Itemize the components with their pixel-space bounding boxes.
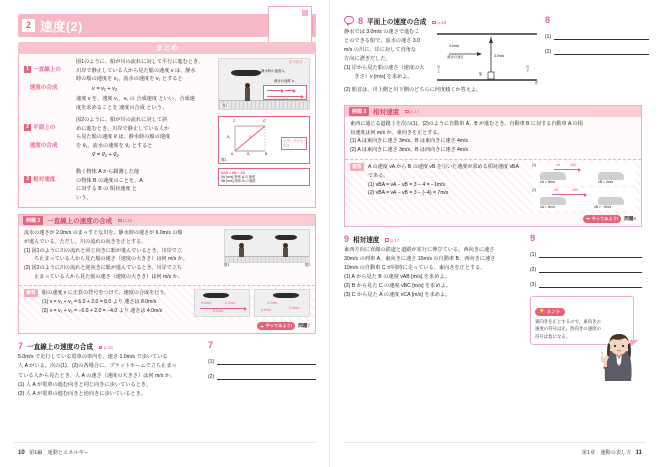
problem-7-header	[18, 341, 202, 351]
problem-8	[344, 16, 642, 95]
p8-fig-downstream: 川 下	[525, 65, 529, 73]
figure-1-image	[218, 58, 310, 110]
p8-fig-flow-label: 流水の速さ	[447, 55, 464, 59]
sum2-l2: めに進むとき、川岸で静止している人か	[76, 125, 170, 132]
problem-9-title: 相対速度	[353, 236, 380, 244]
note-vB: v⃗B [m/s] 物体 B の速度	[221, 179, 256, 184]
footer-left-page: 10	[18, 450, 25, 456]
summary-item-3-title: 相対速度	[33, 177, 56, 184]
problem-9-page-text: p.17	[390, 237, 400, 243]
example-2-try-row	[19, 321, 315, 333]
summary-figure-2	[218, 116, 310, 164]
ex3-a-l4: (2) vBA = vA − vB = 3 − (−4) = 7m/s	[368, 190, 449, 197]
sum1-t2: 度を求めることを 速度の合成 という。	[76, 104, 168, 111]
answer-key: (2)	[530, 266, 537, 273]
problem-8-body	[344, 28, 430, 86]
p8-l4: 方向に漕ぎだした。	[344, 56, 391, 63]
problem-8-page-ref[interactable]	[432, 20, 446, 25]
problem-9-body	[344, 246, 524, 301]
hint-tag	[535, 308, 565, 316]
ex2-q-l3: (1) 図1のように川の流れと同じ向きに船が進んでいるとき、川岸で立	[24, 247, 182, 254]
example-3-answer-text	[368, 163, 528, 210]
fig2-caption: 図2	[221, 158, 227, 163]
example-3-figures	[532, 163, 636, 210]
summary-item-1	[24, 58, 310, 112]
checkbox-icon[interactable]	[432, 21, 436, 25]
footer-left	[18, 449, 89, 456]
example-2-page-text: p.16	[123, 218, 133, 224]
footer-left-text: 第1編 運動とエネルギー	[29, 450, 89, 456]
example-2-answer	[19, 285, 315, 321]
p9-l1: 東西方向に直線の鉄道と道路が並行に伸びている。西向きに速さ	[344, 246, 495, 253]
problem-8-answer-number: 8	[545, 15, 551, 25]
sum1-l1: 図1のように、船が川の流れに対して平行に進むとき、	[76, 59, 204, 65]
answer-key: (2)	[545, 49, 552, 55]
try-label-text: 問題	[624, 215, 634, 221]
sum1-l3: 時の船の速度を v₁、流水の速度を v₂ とすると	[76, 76, 183, 83]
footer-right-page: 11	[635, 450, 642, 456]
observer-person	[245, 87, 250, 101]
relative-velocity-note	[218, 168, 310, 186]
answer-blank[interactable]	[539, 280, 642, 288]
p8-fig-flow-speed: 3.0m/s	[449, 44, 460, 48]
summary-item-2-title: 平面上の 速度の合成	[24, 125, 58, 150]
ex3-f1-vb: vB	[556, 162, 560, 167]
summary-item-2-text	[76, 116, 218, 164]
figure-2-image	[218, 116, 310, 164]
vector-v2-arrow	[285, 90, 295, 91]
problem-8-number: 8	[358, 16, 364, 26]
ex2-answer-figure-2	[254, 289, 310, 317]
answer-blank[interactable]	[217, 357, 316, 365]
ex3-f2-vb-label: vB = −4m/s	[594, 204, 612, 209]
example-2-tag: 例題 2	[23, 216, 43, 225]
car-shape-c	[540, 197, 566, 205]
footer-right	[582, 449, 642, 456]
ex2-f2-v1: 6.0m/s	[267, 301, 278, 306]
problem-8-answer-column	[545, 16, 649, 95]
checkbox-icon[interactable]	[405, 110, 409, 114]
sum3-l3: に対する B の 相対速度 と	[76, 186, 138, 193]
car-shape-d	[598, 197, 624, 205]
problem-7-number: 7	[18, 341, 24, 352]
ex2-fig2-caption: 図2	[304, 263, 310, 268]
sum2-l3: ら見た船の速度 v⃗ は、静水時の船の速度	[76, 134, 171, 141]
boat-shape-a	[231, 235, 253, 240]
example-2-title: 一直線上の速度の合成	[47, 218, 113, 226]
checkbox-icon[interactable]	[99, 346, 103, 350]
fig2-label-v1: v⃗₁	[247, 152, 251, 157]
sum3-l1: 動く物体 A から観測した他	[76, 169, 140, 176]
ex3-f2-arrow	[552, 194, 586, 195]
fig1-caption: 図1	[222, 103, 228, 108]
p9-l3: 10m/s の自動車 C が同時に走っている。東向きを正とする。	[344, 264, 486, 271]
footer-right-text: 第1章 運動の表し方	[581, 450, 632, 456]
p8-fig-upstream: 川 上	[437, 65, 441, 73]
problem-8-title: 平面上の速度の合成	[367, 19, 427, 26]
summary-item-3-text	[76, 168, 218, 202]
fig1-label-v2: 流水の速度 v₂	[274, 79, 295, 83]
example-2-question	[19, 226, 315, 285]
problem-8-figure	[435, 28, 539, 86]
ex3-a-l3: (1) vBA = vA − vB = 3 − 4 = −1m/s	[368, 181, 446, 188]
ex3-q-l1: 東西に通じる道路上を次の(1)、(2)のように自動車 A、B が進むとき、自動車 B に対する自動車 A の相	[350, 121, 583, 128]
problem-9	[344, 234, 642, 345]
summary-item-2-number: 2	[24, 124, 31, 131]
answer-blank[interactable]	[539, 250, 642, 258]
ex3-f2-vba: vBA	[572, 187, 579, 192]
answer-key: (2)	[208, 374, 215, 381]
example-3-title: 相対速度	[373, 109, 400, 117]
answer-line[interactable]	[530, 265, 642, 273]
ex3-q-l4: (2) A は東向きに速さ 3m/s、B は西向きに速さ 4m/s	[350, 147, 469, 154]
problem-9-answer-number: 9	[530, 232, 536, 243]
ex2-a-l3: (2) v = v₁ + v₂ = −6.0 + 2.0 = −4.0 より 速さは 4.0m/s	[42, 308, 163, 315]
ex3-f1-va-label: vA = 3m/s	[540, 179, 555, 184]
summary-item-3-number: 3	[24, 176, 31, 183]
p7-l2: 人 A がいる。次の(1)、(2)の各場合に、プラットホームで立ち止まっ	[18, 363, 177, 370]
answer-line[interactable]	[208, 357, 316, 365]
example-3-tag: 例題 3	[349, 107, 369, 116]
p9-l5: (2) B から見た C の速度 vBC [m/s] を求めよ。	[344, 283, 451, 290]
example-3-question	[345, 117, 641, 159]
sum3-l4: いう。	[76, 194, 92, 201]
ex2-q-l2: が進んでいる。ただし、川の流れの向きを正とする。	[24, 239, 147, 246]
ex2-a-l2: (1) v = v₁ + v₂ = 6.0 + 2.0 = 8.0 より 速さは 8.0m/s	[42, 299, 157, 306]
example-2-page-ref[interactable]	[118, 218, 132, 223]
speech-bubble-icon	[344, 16, 354, 24]
ex2-f1-v1: 6.0m/s	[201, 301, 212, 306]
try-number: 9	[633, 215, 636, 221]
note-formula: v⃗AB = v⃗B − v⃗A	[221, 171, 246, 176]
example-3-page-text: p.17	[410, 109, 420, 115]
ex3-q-l3: (1) A は東向きに速さ 3m/s、B は東向きに速さ 4m/s	[350, 138, 469, 145]
answer-key: (1)	[545, 34, 552, 40]
riverbank-rail-2	[225, 256, 309, 262]
boat-shape-b	[275, 235, 297, 240]
ex3-f2-case: (2)	[532, 187, 537, 192]
fig2-label-A: A	[231, 152, 234, 157]
p8-l2: とのできる船で、流水の速さ 3.0	[344, 38, 420, 45]
answer-key: (1)	[530, 251, 537, 258]
problem-7-page-text: p.16	[103, 345, 113, 351]
worked-example-3	[344, 105, 642, 227]
vector-inset	[263, 85, 307, 100]
summary-item-3-label	[24, 168, 76, 202]
p8-l3: m/s の川に、岸に対して直角な	[344, 47, 417, 54]
ex3-figure-case1	[532, 163, 636, 185]
problem-8-body-tail	[344, 86, 539, 95]
answer-line[interactable]	[545, 32, 649, 40]
ex2-q-l4: ち止まっている人から見た船の速さ（速度の大きさ）は何 m/s か。	[24, 256, 188, 263]
speaker-icon: ➡	[586, 216, 590, 222]
boat-shape	[231, 70, 261, 76]
summary-item-2	[24, 116, 310, 164]
ex3-f1-arrow	[554, 169, 580, 170]
summary-figure-1	[218, 58, 310, 112]
answer-blank[interactable]	[554, 47, 649, 55]
problem-7-page-ref[interactable]	[99, 345, 113, 350]
sum1-t1: 速度 v を、速度 v₁、v₂ の 合成速度 といい、合成速	[76, 95, 195, 102]
try-problem-label	[298, 323, 310, 329]
problem-8-page-text: p.19	[437, 20, 447, 25]
try-label-text: 問題	[298, 323, 308, 329]
fig2-label-B: B	[265, 152, 268, 157]
example-3-answer	[345, 159, 641, 214]
ex3-a-l1: A の速度 vA から B の速度 vB を引いた速度が求める相対速度 vBA	[368, 163, 519, 170]
note-vA: v⃗A [m/s] 物体 A の速度	[221, 175, 256, 180]
ex2-q-l1: 流水の速さが 2.0m/s のまっすぐな川を、静水時の速さが 6.0m/s の船	[24, 230, 183, 237]
chapter-header	[18, 14, 316, 37]
summary-item-3-note	[218, 168, 310, 202]
fig1-label-positive: 正の向き →	[289, 60, 307, 64]
ex2-f2-v2: 2.0m/s	[289, 306, 300, 311]
ex2-q-l5: (2) 図2のように川の流れと逆向きに船が進んでいるとき、川岸で立ち	[24, 265, 182, 272]
ex3-f2-va-label: vA = 3m/s	[540, 204, 555, 209]
example-2-header	[19, 215, 315, 226]
p9-l6: (3) C から見た A の速度 vCA [m/s] を求めよ。	[344, 292, 451, 299]
hint-l2: 速度の符号は正、西向きの速度の	[535, 326, 601, 332]
sum2-l1: 図2のように、船が川の流れに対して斜	[76, 117, 168, 124]
problem-7-answer-number: 7	[208, 340, 214, 351]
footer-rule	[14, 442, 316, 443]
summary-band-label: まとめ	[155, 43, 179, 52]
summary-item-3	[24, 168, 310, 202]
ex3-f1-case: (1)	[532, 162, 537, 167]
fig2-label-Cp: C′	[263, 119, 267, 124]
p8-l1: 静水では 3.0m/s の速さで進むこ	[344, 29, 420, 35]
car-shape-a	[540, 172, 566, 180]
checkbox-icon[interactable]	[118, 219, 122, 223]
answer-line[interactable]	[530, 280, 642, 288]
p8-l7: (2) 船首は、川上側と川下側のどちらに何度傾くか答えよ。	[344, 87, 482, 93]
problem-7-body	[18, 353, 202, 398]
answer-blank[interactable]	[554, 32, 649, 40]
hint-tag-label: ヒント	[546, 308, 561, 314]
sum2-l4: を v⃗₁、流水の速度を v⃗₂ とすると	[76, 142, 153, 149]
p7-l3: ている人から見たとき、人 A の速さ（速度の大きさ）は何 m/s か。	[18, 372, 176, 379]
fig2-label-v: v⃗	[249, 135, 252, 140]
p7-l4: (1) 人 A が電車の進む向きと同じ向きに歩いているとき。	[18, 381, 151, 388]
boat-shape-d	[273, 293, 299, 298]
summary-item-1-text	[76, 58, 218, 112]
problem-7	[18, 341, 316, 398]
problem-9-page-ref[interactable]	[385, 238, 399, 243]
ex3-f2-vb: vB	[554, 187, 558, 192]
try-badge[interactable]	[583, 215, 621, 223]
summary-band	[18, 42, 316, 54]
answer-line[interactable]	[208, 372, 316, 380]
problem-9-answer-column	[530, 234, 642, 345]
fig2-note: 川岸に平行な向き	[281, 137, 307, 150]
right-page	[330, 0, 660, 467]
sum1-formula: v = v₁ + v₂	[92, 85, 118, 92]
try-badge-label: やってみよう!	[591, 215, 619, 221]
ex2-answer-figure-1	[194, 289, 250, 317]
p8-fig-bank: 岸	[534, 81, 538, 85]
student-character-illustration	[596, 333, 640, 385]
ex3-f1-vb-label: vB = 4m/s	[598, 179, 614, 184]
problem-7-answer-column	[208, 341, 316, 398]
sum2-formula: v⃗ = v⃗₁ + v⃗₂	[92, 152, 119, 159]
ex2-f1-sum: 8.0m/s	[213, 309, 224, 314]
try-badge-label: やってみよう!	[265, 323, 293, 329]
speaker-icon: ➡	[260, 323, 264, 329]
ex3-a-l2: である。	[368, 172, 389, 179]
problem-9-number: 9	[344, 233, 350, 244]
try-number: 7	[307, 323, 310, 329]
example-3-try-row	[345, 214, 641, 226]
answer-line[interactable]	[530, 250, 642, 258]
problem-9-header	[344, 234, 524, 244]
p7-l5: (2) 人 A が電車の進む向きと逆向きに歩いているとき。	[18, 390, 146, 397]
summary-item-1-label	[24, 58, 76, 112]
fig1-formula-label: v = v₁ + v₂	[274, 97, 290, 101]
observer-person-a	[239, 247, 244, 257]
p7-l1: 5.0m/s で走行している電車の車内を、速さ 1.0m/s で歩いている	[18, 354, 168, 361]
riverbank-rail	[219, 100, 309, 109]
problem-7-title: 一直線上の速度の合成	[27, 344, 93, 352]
lightbulb-icon: 💡	[539, 308, 545, 314]
example-3-answer-tag: 解答	[350, 163, 364, 171]
ex2-a-l1: 船の速度 v に正負の符号をつけて、速度の合成を行う。	[42, 290, 170, 297]
fig1-label-v1: 静水時の速度 v₁	[261, 69, 286, 73]
ex2-fig1-caption: 図1	[224, 263, 230, 268]
example-3-page-ref[interactable]	[405, 109, 419, 114]
sum3-l2: の物体 B の速度のことを、A	[76, 177, 143, 184]
ex2-q-l6: 止まっている人から見た船の速さ（速度の大きさ）は何 m/s か。	[24, 273, 183, 280]
summary-item-2-label	[24, 116, 76, 164]
hint-area	[530, 296, 642, 345]
ex2-f2-sum: 4.0m/s	[261, 308, 272, 313]
p9-l2: 30m/s の列車 A、東向きに速さ 15m/s の自動車 B、西向きに速さ	[344, 255, 496, 262]
try-problem-label	[624, 216, 636, 222]
boat-shape-c	[203, 293, 229, 298]
car-shape-b	[598, 172, 624, 180]
checkbox-icon[interactable]	[385, 238, 389, 242]
ex3-q-l2: 対速度は何 m/s か。東向きを正とする。	[350, 129, 443, 136]
chapter-title: 速度(2)	[40, 19, 83, 34]
hint-l3: 符号は負になる。	[535, 333, 571, 339]
observer-person-b	[283, 247, 288, 257]
sum1-l2: 川岸で静止している人から見た船の速度 v は、静水	[76, 67, 196, 74]
chapter-number: 2	[22, 19, 35, 32]
try-badge[interactable]	[257, 322, 295, 330]
p8-fig-boat: 船	[479, 72, 483, 76]
ex3-f1-vba: vBA	[570, 162, 577, 167]
hint-l1: 東向きを正とするので、東向きの	[535, 318, 601, 324]
vector-v1-arrow	[267, 90, 283, 91]
p8-fig-boat-speed: 3.0m/s	[494, 54, 505, 58]
summary-item-1-number: 1	[24, 66, 31, 73]
example-2-answer-text	[42, 289, 190, 317]
summary-item-1-title: 一直線上の 速度の合成	[24, 67, 61, 91]
example-3-header	[345, 106, 641, 117]
summary-body	[18, 54, 316, 208]
problem-8-header	[344, 16, 539, 26]
p8-l5: (1) 岸から見た船の速さ（速度の大	[344, 65, 425, 72]
answer-key: (3)	[530, 281, 537, 288]
example-2-answer-tag: 解答	[24, 289, 38, 297]
ex2-figure-boats	[224, 229, 310, 263]
footer-rule	[344, 442, 646, 443]
ex2-f1-v2: 2.0m/s	[225, 301, 236, 306]
worked-example-2	[18, 214, 316, 334]
answer-key: (1)	[208, 359, 215, 366]
corner-notch-decoration	[268, 6, 312, 46]
fig2-label-C: C	[233, 119, 236, 124]
p9-l4: (1) A から見た B の速度 vAB [m/s] を求めよ。	[344, 274, 450, 280]
p8-l6: きさ）v [m/s] を求めよ。	[344, 74, 413, 81]
answer-blank[interactable]	[217, 372, 316, 380]
ex3-figure-case2	[532, 188, 636, 210]
fig2-label-v2: v⃗₂	[227, 135, 231, 140]
answer-line[interactable]	[545, 47, 649, 55]
answer-blank[interactable]	[539, 265, 642, 273]
